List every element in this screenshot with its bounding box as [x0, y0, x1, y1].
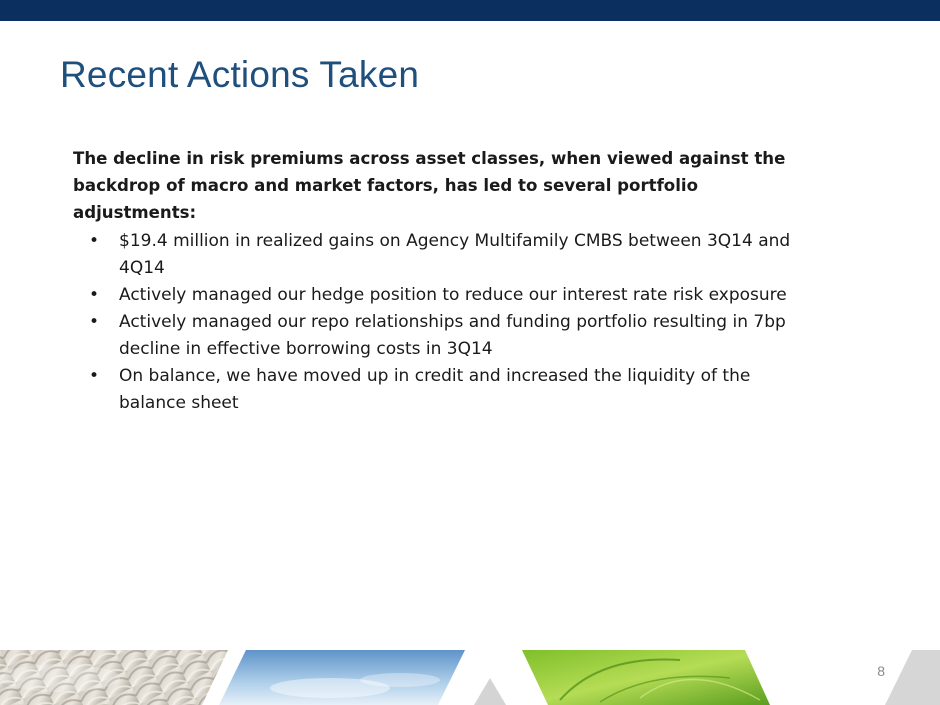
rope-image [0, 650, 228, 705]
bullet-text: On balance, we have moved up in credit and increased the liquidity of the balance sheet [119, 366, 751, 413]
sky-image [219, 650, 465, 705]
gray-triangle [474, 678, 506, 705]
bullet-icon: • [89, 231, 100, 251]
intro-text: The decline in risk premiums across asset classes, when viewed against the backdrop of macro and market factors, has led to several portfolio adjustments: [73, 149, 786, 222]
top-bar [0, 0, 940, 21]
footer-image-strip [0, 650, 940, 705]
bullet-text: Actively managed our hedge position to reduce our interest rate risk exposure [119, 285, 787, 305]
bullet-list [73, 228, 813, 417]
bullet-item [73, 363, 813, 417]
slide-body [73, 145, 813, 417]
bullet-icon: • [89, 285, 100, 305]
slide-title: Recent Actions Taken [60, 54, 420, 95]
page-number: 8 [877, 663, 885, 679]
bullet-text: Actively managed our repo relationships and funding portfolio resulting in 7bp decline in effective borrowing costs in 3Q14 [119, 312, 786, 359]
bullet-item [73, 282, 813, 309]
bullet-item [73, 309, 813, 363]
bullet-icon: • [89, 312, 100, 332]
leaf-image [522, 650, 770, 705]
bullet-icon: • [89, 366, 100, 386]
gray-wedge [885, 650, 940, 705]
bullet-item [73, 228, 813, 282]
bullet-text: $19.4 million in realized gains on Agency Multifamily CMBS between 3Q14 and 4Q14 [119, 231, 791, 278]
